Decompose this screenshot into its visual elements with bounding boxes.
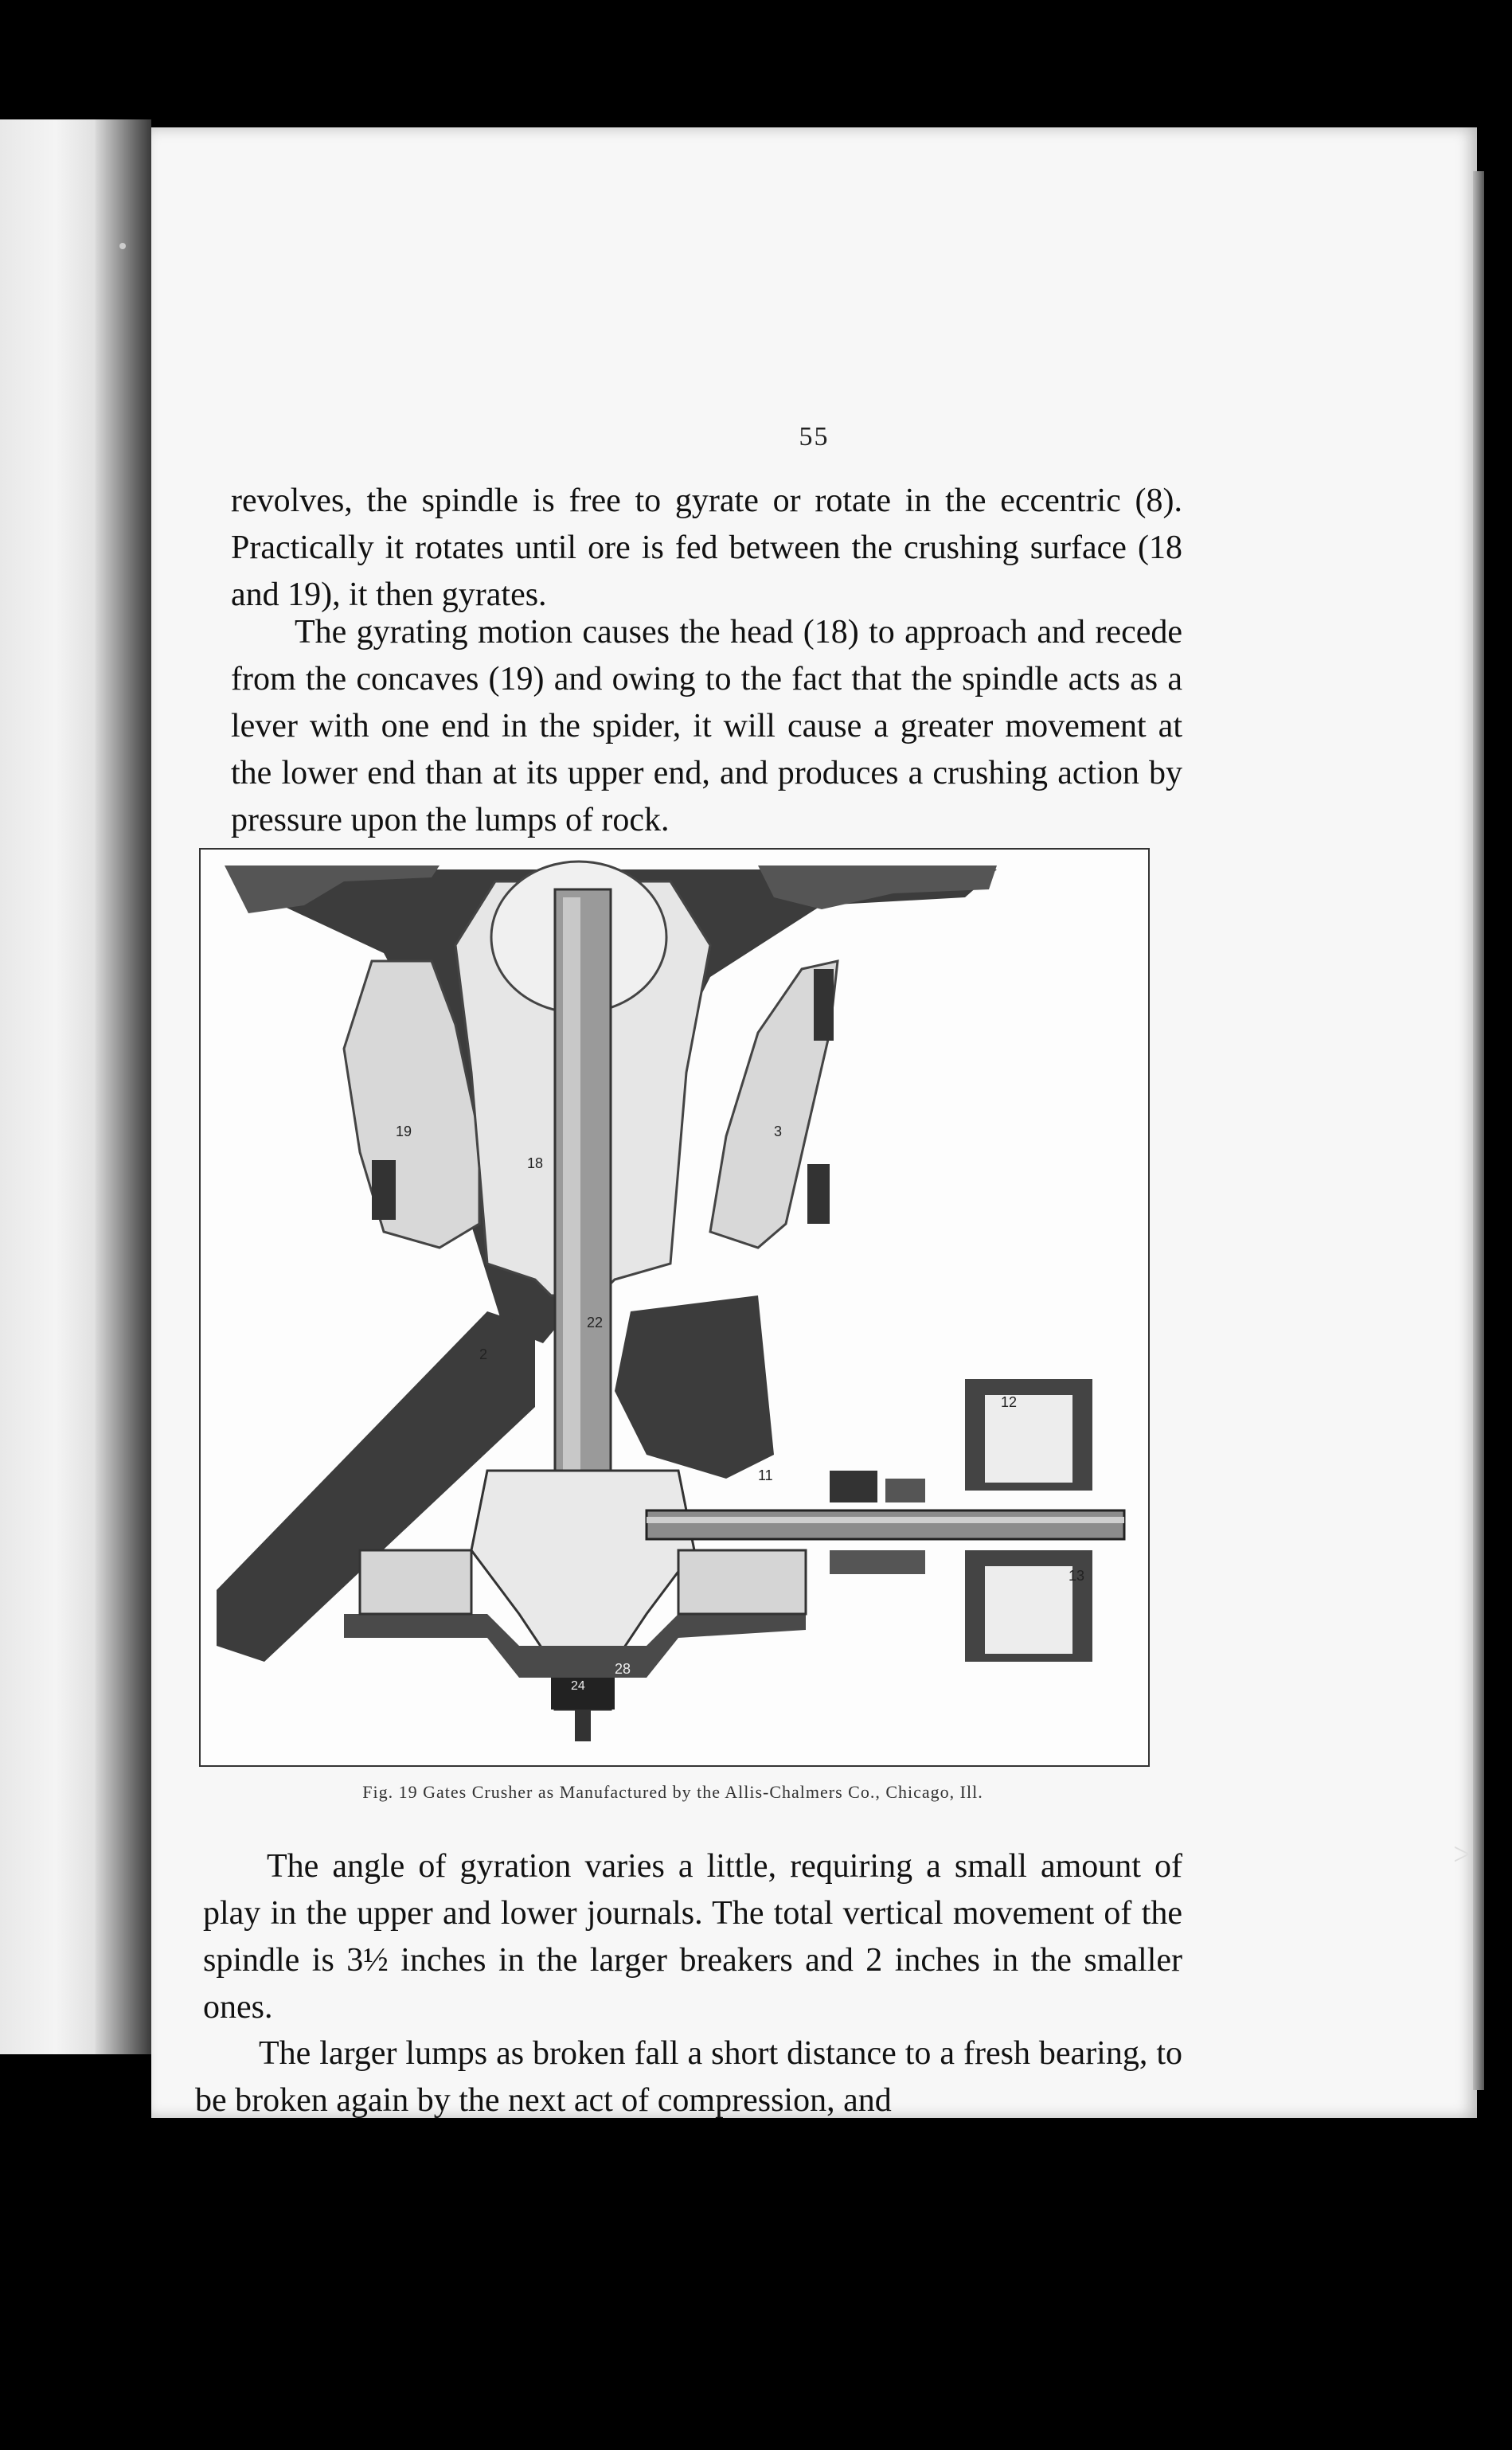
speck-mark [119, 243, 126, 249]
crusher-figure [199, 848, 1150, 1767]
margin-arrow-icon: > [1453, 1836, 1471, 1872]
paragraph-4: The larger lumps as broken fall a short distance to a fresh bearing, to be broken again by the next act of compression, and [195, 2035, 1182, 2119]
part-label-24: 24 [571, 1679, 585, 1693]
part-label-3: 3 [774, 1123, 783, 1139]
part-label-28: 28 [615, 1661, 631, 1677]
paragraph-1: revolves, the spindle is free to gyrate or rotate in the eccentric (8). Practically it rotates until ore is fed between the crushing surface (18 and 19), it then gyrates. [231, 483, 1182, 613]
page-edge [1473, 171, 1484, 2090]
part-label-2: 2 [479, 1346, 488, 1362]
part-label-13: 13 [1069, 1568, 1085, 1584]
crusher-cross-section-drawing [201, 850, 1148, 1765]
paragraph-3: The angle of gyration varies a little, requiring a small amount of play in the upper and lower journals. The total vertical movement of the spindle is 3½ inches in the larger breakers and 2 inches in the smaller ones. [203, 1848, 1182, 2026]
part-label-22: 22 [587, 1315, 604, 1331]
part-label-18: 18 [527, 1155, 544, 1171]
book-page [151, 127, 1477, 2118]
paragraph-2: The gyrating motion causes the head (18) to approach and recede from the concaves (19) and owing to the fact that the spindle acts as a lever with one end in the spider, it will cause a greater movement at the lower end than at its upper end, and produces a crushing action by pressure upon the lumps of rock. [231, 614, 1182, 838]
part-label-19: 19 [396, 1123, 412, 1139]
part-label-12: 12 [1001, 1394, 1018, 1410]
book-gutter [96, 119, 151, 2054]
figure-caption: Fig. 19 Gates Crusher as Manufactured by the Allis-Chalmers Co., Chicago, Ill. [362, 1782, 983, 1802]
page-number: 55 [799, 422, 830, 451]
part-label-11: 11 [758, 1467, 773, 1483]
